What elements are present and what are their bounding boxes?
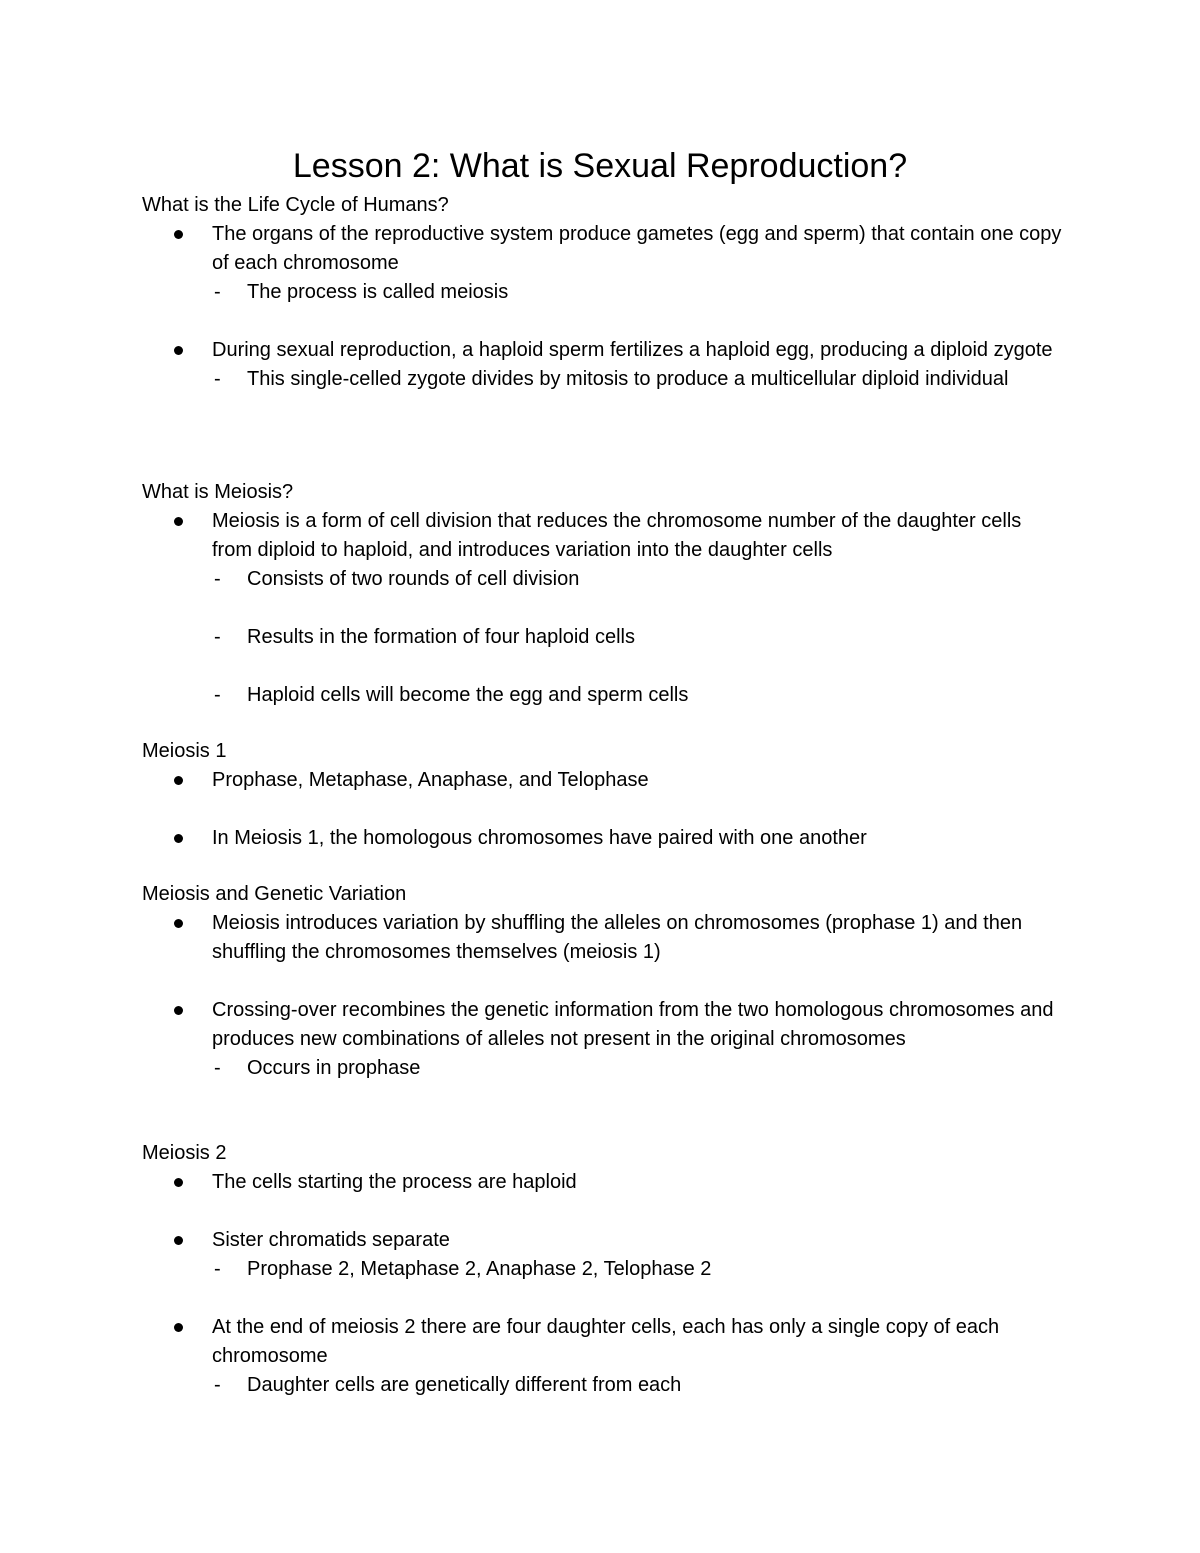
bullet-text: Meiosis introduces variation by shuffling the alleles on chromosomes (prophase 1) and then shuffling the chromosomes themselves (meiosis 1) [212, 912, 1023, 963]
section-heading: What is Meiosis? [142, 481, 294, 503]
bullet-item [142, 1168, 1062, 1197]
bullet-text: The cells starting the process are haploid [212, 1171, 577, 1193]
bullet-dot-icon [174, 517, 183, 526]
section-genetic-variation [142, 880, 1062, 1083]
bullet-text: Crossing-over recombines the genetic information from the two homologous chromosomes and produces new combinations of alleles not present in the original chromosomes [212, 999, 1054, 1050]
sub-bullet-text: This single-celled zygote divides by mitosis to produce a multicellular diploid individual [247, 368, 1009, 390]
sub-bullet-text: Results in the formation of four haploid cells [247, 626, 635, 648]
section-heading: Meiosis 2 [142, 1142, 227, 1164]
bullet-text: At the end of meiosis 2 there are four daughter cells, each has only a single copy of each chromosome [212, 1316, 1000, 1367]
page-title: Lesson 2: What is Sexual Reproduction? [292, 147, 908, 185]
sub-bullet-item [142, 278, 1062, 307]
section-heading: Meiosis and Genetic Variation [142, 883, 407, 905]
bullet-text: Meiosis is a form of cell division that reduces the chromosome number of the daughter cells from diploid to haploid, and introduces variation into the daughter cells [212, 510, 1022, 561]
dash-icon: - [214, 1258, 221, 1280]
sub-bullet-item [142, 1371, 1062, 1400]
bullet-dot-icon [174, 346, 183, 355]
dash-icon: - [214, 684, 221, 706]
bullet-list [142, 909, 1062, 1083]
bullet-list [142, 766, 1062, 853]
dash-icon: - [214, 568, 221, 590]
sub-bullet-item [142, 565, 1062, 594]
bullet-list [142, 507, 1062, 710]
sub-bullet-text: Daughter cells are genetically different from each [247, 1374, 682, 1396]
bullet-text: Prophase, Metaphase, Anaphase, and Telophase [212, 769, 649, 791]
sub-bullet-text: Consists of two rounds of cell division [247, 568, 580, 590]
sub-bullet-item [142, 1255, 1062, 1284]
bullet-dot-icon [174, 1178, 183, 1187]
sub-bullet-text: Haploid cells will become the egg and sperm cells [247, 684, 689, 706]
section-meiosis-2 [142, 1139, 1062, 1400]
bullet-text: During sexual reproduction, a haploid sperm fertilizes a haploid egg, producing a diploid zygote [212, 339, 1053, 361]
bullet-text: Sister chromatids separate [212, 1229, 450, 1251]
dash-icon: - [214, 368, 221, 390]
dash-icon: - [214, 626, 221, 648]
bullet-item [142, 507, 1062, 565]
bullet-text: The organs of the reproductive system produce gametes (egg and sperm) that contain one copy of each chromosome [212, 223, 1062, 274]
sub-bullet-text: The process is called meiosis [247, 281, 509, 303]
bullet-item [142, 220, 1062, 278]
bullet-item [142, 996, 1062, 1054]
bullet-item [142, 1313, 1062, 1371]
bullet-dot-icon [174, 230, 183, 239]
section-heading: What is the Life Cycle of Humans? [142, 194, 449, 216]
dash-icon: - [214, 1057, 221, 1079]
section-heading: Meiosis 1 [142, 740, 227, 762]
bullet-dot-icon [174, 1006, 183, 1015]
dash-icon: - [214, 1374, 221, 1396]
sub-bullet-text: Prophase 2, Metaphase 2, Anaphase 2, Telophase 2 [247, 1258, 712, 1280]
bullet-dot-icon [174, 1236, 183, 1245]
dash-icon: - [214, 281, 221, 303]
bullet-text: In Meiosis 1, the homologous chromosomes have paired with one another [212, 827, 867, 849]
bullet-item [142, 766, 1062, 795]
bullet-item [142, 1226, 1062, 1255]
section-meiosis [142, 478, 1062, 710]
sub-bullet-item [142, 623, 1062, 652]
bullet-dot-icon [174, 1323, 183, 1332]
bullet-dot-icon [174, 834, 183, 843]
bullet-item [142, 909, 1062, 967]
section-life-cycle [142, 191, 1062, 394]
bullet-dot-icon [174, 776, 183, 785]
sub-bullet-item [142, 365, 1062, 394]
bullet-list [142, 220, 1062, 394]
bullet-item [142, 336, 1062, 365]
bullet-item [142, 824, 1062, 853]
bullet-dot-icon [174, 919, 183, 928]
sub-bullet-item [142, 1054, 1062, 1083]
bullet-list [142, 1168, 1062, 1400]
section-meiosis-1 [142, 737, 1062, 853]
sub-bullet-text: Occurs in prophase [247, 1057, 421, 1079]
sub-bullet-item [142, 681, 1062, 710]
